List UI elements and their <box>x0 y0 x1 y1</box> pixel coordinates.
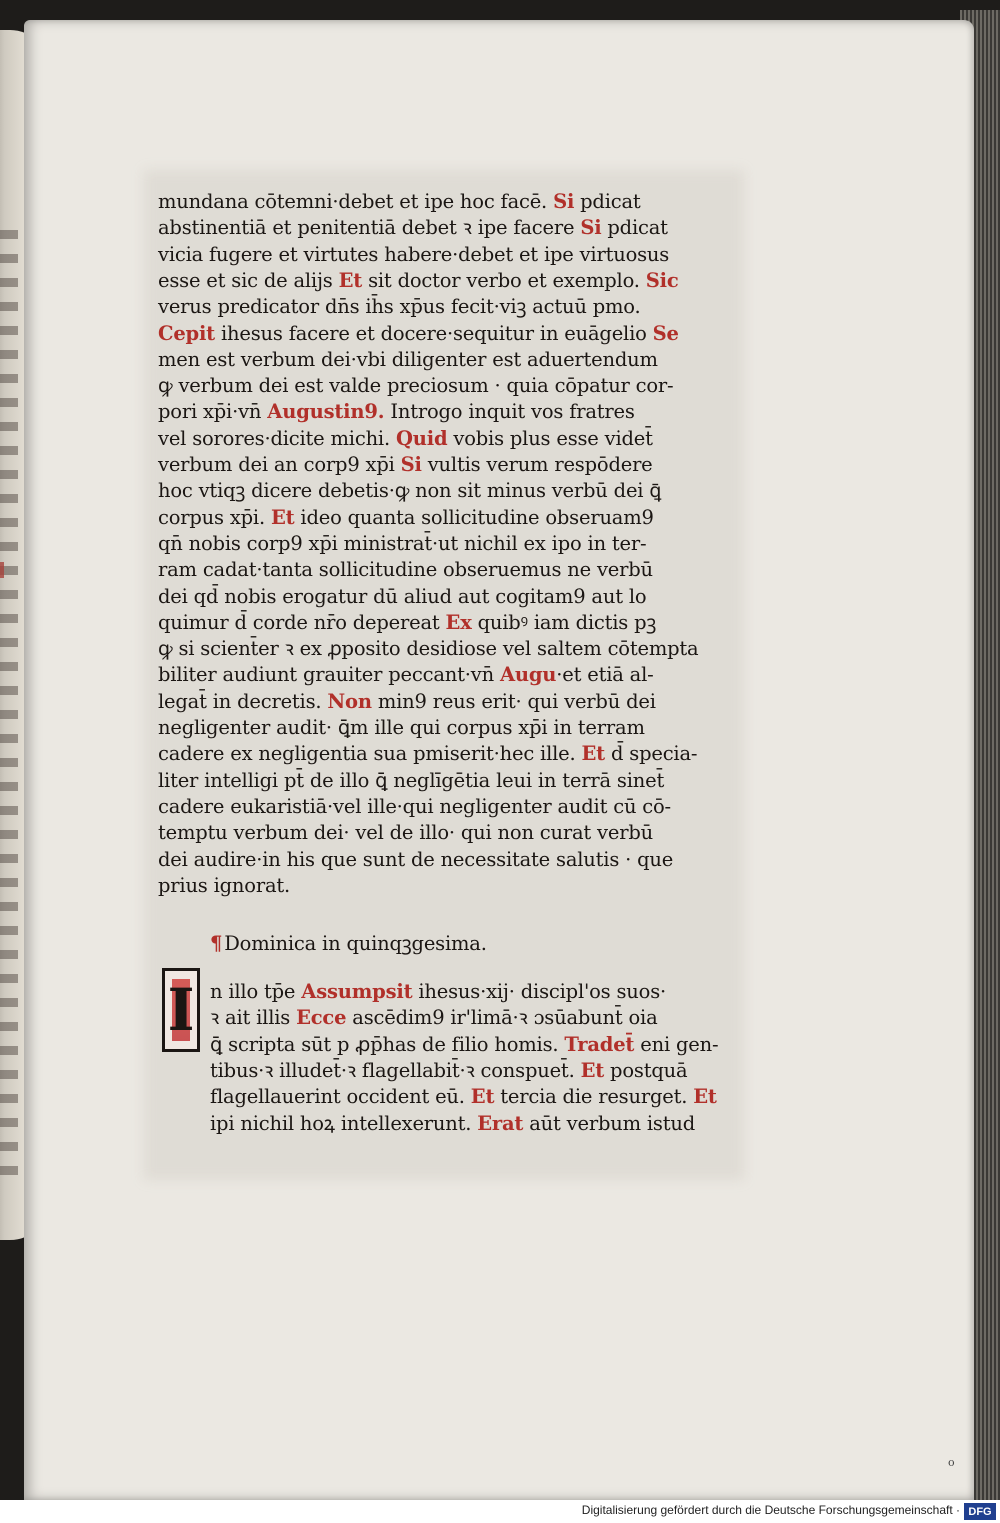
line-text: prius ignorat. <box>158 873 291 897</box>
line-text: negligenter audit· ꝗ̄m ille qui corpus xp̄i in terram <box>158 716 645 739</box>
rubric-text: Si <box>580 216 602 240</box>
text-line <box>210 1110 695 1138</box>
rubric-text: Assumpsit <box>301 980 413 1003</box>
section-heading <box>210 930 487 958</box>
line-text: corpus xp̄i. <box>158 505 271 529</box>
text-line <box>210 978 666 1006</box>
decorated-initial <box>162 968 200 1052</box>
rubric-text: Non <box>327 689 372 713</box>
text-line <box>158 451 653 479</box>
line-text: vobis plus esse videt̄ <box>447 426 653 450</box>
line-text: ipi nichil hoꝝ intellexerunt. <box>210 1111 478 1135</box>
pilcrow-mark: ¶ <box>210 932 223 955</box>
text-line <box>158 556 653 584</box>
rubric-text: Si <box>400 453 422 476</box>
line-text: liter intelligi pt̄ de illo ꝗ̄ neglīgētia leui in terrā sinet̄ <box>158 768 665 792</box>
line-text: ram cadat·tanta sollicitudine obseruemus ne verbū <box>158 558 653 582</box>
line-text: ascēdim9 ir'limā·ꝛ ɔsūabunt̄ oia <box>346 1006 658 1030</box>
text-line <box>158 846 673 874</box>
line-text: verus predicator dn̄s ih̄s xp̄us fecit·viꝫ actuū pmo. <box>158 295 641 319</box>
text-line <box>158 346 658 374</box>
text-line <box>158 635 698 663</box>
rubric-text: Et <box>693 1085 717 1109</box>
rubric-text: Et <box>270 505 295 529</box>
text-line <box>158 583 646 611</box>
line-text: ꝛ ait illis <box>210 1006 297 1030</box>
text-line <box>158 241 669 269</box>
line-text: legat̄ in decretis. <box>158 689 328 713</box>
rubric-text: Tradet̄ <box>564 1032 635 1056</box>
rubric-text: Ecce <box>296 1006 347 1030</box>
text-line <box>158 609 656 637</box>
text-line <box>158 293 640 321</box>
line-text: quibꝰ iam dictis pꝫ <box>471 610 657 634</box>
text-line <box>210 1057 687 1085</box>
text-line <box>158 425 653 453</box>
rubric-text: Augustin9. <box>267 400 385 424</box>
line-text: eni gen- <box>634 1032 719 1056</box>
manuscript-page <box>24 20 974 1500</box>
text-line <box>158 504 654 532</box>
line-text: vel sorores·dicite michi. <box>158 426 396 450</box>
line-text: hoc vtiqꝫ dicere debetis·ꝙ non sit minus verbū dei ꝗ̄ <box>158 479 662 503</box>
rubric-text: Et <box>580 1058 605 1082</box>
line-text: n illo tp̄e <box>210 980 302 1003</box>
dfg-logo: DFG <box>964 1503 996 1520</box>
footer-bar <box>0 1500 1000 1523</box>
rubric-text: Augu <box>499 663 557 687</box>
line-text: ihesus·xij· discipl'os suos· <box>412 980 666 1003</box>
line-text: tercia die resurget. <box>494 1085 694 1109</box>
text-line <box>158 767 664 795</box>
line-text: d̄ specia- <box>605 742 698 766</box>
line-text: dei qd̄ nobis erogatur dū aliud aut cogitam9 aut lo <box>158 584 647 608</box>
line-text: pdicat <box>601 216 668 240</box>
line-text: pori xp̄i·vn̄ <box>158 400 268 424</box>
line-text: men est verbum dei·vbi diligenter est aduertendum <box>158 347 658 371</box>
line-text: abstinentiā et penitentiā debet ꝛ ipe facere <box>158 216 581 240</box>
corner-mark: o <box>948 1456 955 1469</box>
line-text: ideo quanta sollicitudine obseruam9 <box>294 505 654 529</box>
line-text: quimur d̄ corde nr̄o depereat <box>158 610 446 634</box>
text-line <box>158 372 673 400</box>
rubric-text: Ex <box>445 610 472 634</box>
line-text: mundana cōtemni·debet et ipe hoc facē. <box>158 190 554 213</box>
text-line <box>158 740 697 768</box>
line-text: tibus·ꝛ illudet̄·ꝛ flagellabit̄·ꝛ conspuet̄. <box>210 1058 581 1082</box>
text-line <box>158 477 661 505</box>
line-text: temptu verbum dei· vel de illo· qui non curat verbū <box>158 821 653 845</box>
rubric-text: Quid <box>395 426 448 450</box>
text-line <box>158 688 656 716</box>
text-line <box>210 1031 718 1059</box>
text-line <box>210 1083 717 1111</box>
footer-credit: Digitalisierung gefördert durch die Deutsche Forschungsgemeinschaft · <box>581 1503 960 1517</box>
text-line <box>158 793 671 821</box>
text-line <box>158 872 290 900</box>
line-text: postquā <box>604 1058 688 1082</box>
line-text: ꝙ si scient̄er ꝛ ex ꝓposito desidiose vel saltem cōtempta <box>158 637 699 661</box>
text-line <box>158 714 645 742</box>
initial-letter: I <box>167 976 195 1044</box>
line-text: vicia fugere et virtutes habere·debet et ipe virtuosus <box>158 242 670 266</box>
line-text: ꝙ verbum dei est valde preciosum · quia cōpatur cor- <box>158 374 674 398</box>
line-text: ꝗ̄ scripta sūt p ꝓp̄has de filio homis. <box>210 1032 565 1056</box>
rubric-text: Se <box>652 321 679 345</box>
left-page-text-fragment <box>0 230 18 1190</box>
rubric-text: Si <box>553 190 575 213</box>
line-text: Introgo inquit vos fratres <box>384 400 635 424</box>
line-text: cadere ex negligentia sua pmiserit·hec ille. <box>158 742 582 766</box>
line-text: verbum dei an corp9 xp̄i <box>158 453 401 476</box>
text-line <box>158 188 641 216</box>
text-line <box>158 398 635 426</box>
line-text: vultis verum respōdere <box>421 453 653 476</box>
rubric-text: Erat <box>477 1111 524 1135</box>
text-line <box>158 530 646 558</box>
text-line <box>158 320 679 348</box>
text-line <box>158 214 668 242</box>
line-text: flagellauerint occident eū. <box>210 1085 471 1109</box>
line-text: qn̄ nobis corp9 xp̄i ministrat̄·ut nichil ex ipo in ter- <box>158 531 647 555</box>
rubric-text: Et <box>470 1085 495 1109</box>
rubric-text: Cepit <box>158 321 215 345</box>
heading-text: Dominica in quinqꝫgesima. <box>224 932 487 955</box>
text-line <box>158 267 679 295</box>
rubric-text: Et <box>338 268 363 292</box>
line-text: esse et sic de alijs <box>158 268 339 292</box>
rubric-text: Et <box>581 742 605 766</box>
text-line <box>158 819 653 847</box>
line-text: sit doctor verbo et exemplo. <box>362 268 646 292</box>
line-text: biliter audiunt grauiter peccant·vn̄ <box>158 663 500 687</box>
line-text: pdicat <box>574 190 641 213</box>
line-text: min9 reus erit· qui verbū dei <box>371 689 656 713</box>
line-text: ·et etiā al- <box>556 663 654 687</box>
left-page-rubric-mark <box>0 562 4 578</box>
line-text: aūt verbum istud <box>523 1111 695 1135</box>
text-line <box>210 1004 658 1032</box>
rubric-text: Sic <box>645 268 679 292</box>
line-text: ihesus facere et docere·sequitur in euāgelio <box>214 321 653 345</box>
text-line <box>158 661 654 689</box>
line-text: dei audire·in his que sunt de necessitate salutis · que <box>158 847 674 871</box>
line-text: cadere eukaristiā·vel ille·qui negligenter audit cū cō- <box>158 794 671 818</box>
